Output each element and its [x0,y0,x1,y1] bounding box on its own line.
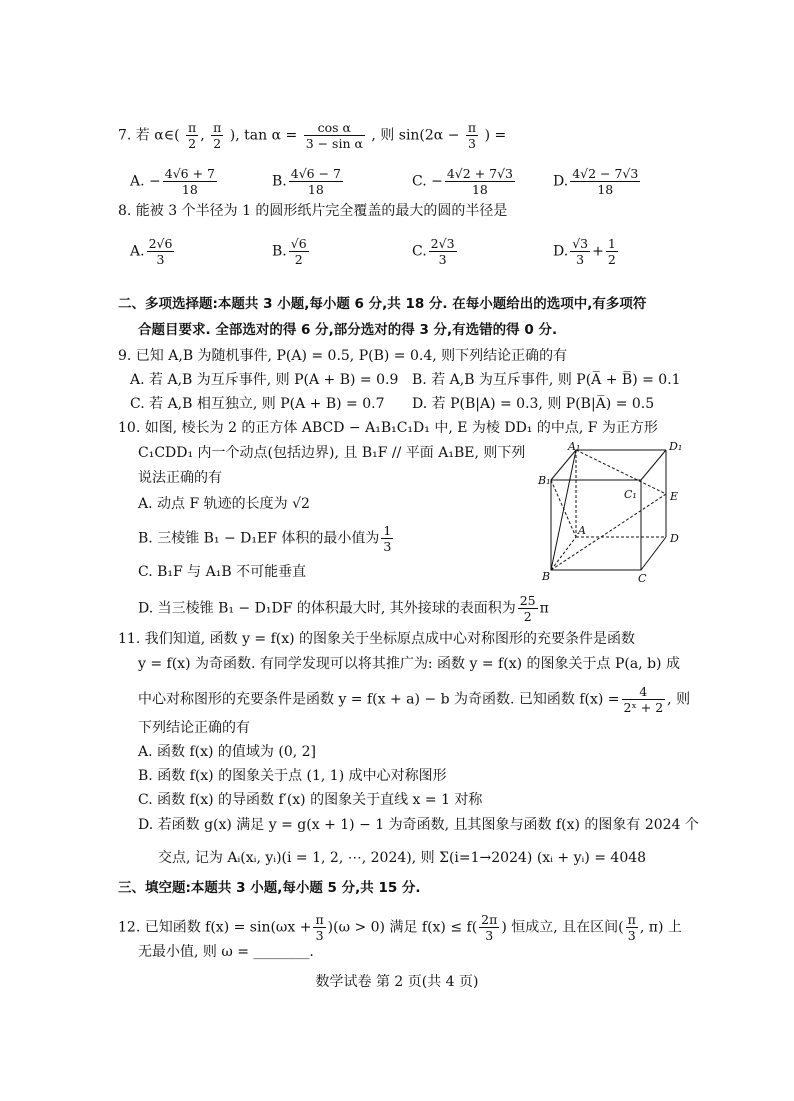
q7-option-a: A. − $\frac{4√6 + 7}{18}$ [130,166,215,197]
label-a1: A₁ [568,440,581,453]
q10-option-a: A. 动点 F 轨迹的长度为 √2 [138,496,310,512]
q9-option-b: B. 若 A,B 为互斥事件, 则 P(A̅ + B̅) = 0.1 [412,372,681,388]
q8-option-d: D. $\frac{√3}{3}$ + $\frac{1}{2}$ [553,236,616,267]
section3-heading: 三、填空题:本题共 3 小题,每小题 5 分,共 15 分. [118,880,421,896]
label-e: E [670,490,679,503]
q11-option-c: C. 函数 f(x) 的导函数 f′(x) 的图象关于直线 x = 1 对称 [138,792,483,808]
q11-stem-line1: 11. 我们知道, 函数 y = f(x) 的图象关于坐标原点成中心对称图形的充要条件是函数 [118,631,636,647]
q7-stem: 7. 若 α∈( $\frac{\pi}{2}$ , $\frac{\pi}{2}$ ), tan α = $\frac{\text{cos α}}{\text{3 − sin α}}$ , 则 sin(2α − $\frac{\pi}{3}$ ) = [118,120,507,151]
q10-option-c: C. B₁F 与 A₁B 不可能垂直 [138,564,307,580]
q11-option-d-line2: 交点, 记为 Aᵢ(xᵢ, yᵢ)(i = 1, 2, ⋯, 2024), 则 Σ(i=1→2024) (xᵢ + yᵢ) = 4048 [158,850,647,866]
q11-stem-line2: y = f(x) 为奇函数. 有同学发现可以将其推广为: 函数 y = f(x) 的图象关于点 P(a, b) 成 [138,656,680,672]
q8-option-b: B. $\frac{√6}{2}$ [272,236,307,267]
label-d1: D₁ [669,440,683,453]
q11-stem-line3: 中心对称图形的充要条件是函数 y = f(x + a) − b 为奇函数. 已知函数 f(x) = $\frac{4}{\text{2ˣ + 2}}$ , 则 [138,684,691,715]
q10-option-d: D. 当三棱锥 B₁ − D₁DF 的体积最大时, 其外接球的表面积为 $\frac{25}{2}$ π [138,593,549,624]
q9-option-d: D. 若 P(B|A) = 0.3, 则 P(B|A̅) = 0.5 [412,396,655,412]
label-b1: B₁ [538,474,551,487]
label-a: A [578,524,586,537]
label-d: D [670,532,679,545]
section2-heading: 二、多项选择题:本题共 3 小题,每小题 6 分,共 18 分. 在每小题给出的选项中,有多项符 [118,296,647,312]
q9-option-a: A. 若 A,B 为互斥事件, 则 P(A + B) = 0.9 [130,372,399,388]
q11-option-a: A. 函数 f(x) 的值域为 (0, 2] [138,744,317,760]
q12-stem-line1: 12. 已知函数 f(x) = sin(ωx + $\frac{\pi}{3}$ )(ω > 0) 满足 f(x) ≤ f( $\frac{2\pi}{3}$ ) 恒成立, 且在区间( $\frac{\pi}{3}$ , π) 上 [118,912,682,943]
q7-option-b: B. $\frac{4√6 - 7}{18}$ [272,166,341,197]
label-b: B [542,570,551,583]
cube-figure [536,440,696,590]
q11-stem-line4: 下列结论正确的有 [138,720,250,736]
q11-option-b: B. 函数 f(x) 的图象关于点 (1, 1) 成中心对称图形 [138,768,447,784]
q12-stem-line2: 无最小值, 则 ω = ________. [138,944,314,960]
q10-stem-line1: 10. 如图, 棱长为 2 的正方体 ABCD − A₁B₁C₁D₁ 中, E 为棱 DD₁ 的中点, F 为正方形 [118,420,658,436]
q7-option-c: C. − $\frac{4√2 + 7√3}{18}$ [412,166,514,197]
q10-stem-line2: C₁CDD₁ 内一个动点(包括边界), 且 B₁F // 平面 A₁BE, 则下列 [138,445,526,461]
q11-option-d-line1: D. 若函数 g(x) 满足 y = g(x + 1) − 1 为奇函数, 且其图象与函数 f(x) 的图象有 2024 个 [138,817,699,833]
q10-option-b: B. 三棱锥 B₁ − D₁EF 体积的最小值为 $\frac{1}{3}$ [138,523,392,554]
q7-option-d: D. $\frac{4√2 - 7√3}{18}$ [553,166,639,197]
q8-stem: 8. 能被 3 个半径为 1 的圆形纸片完全覆盖的最大的圆的半径是 [118,203,508,219]
q9-stem: 9. 已知 A,B 为随机事件, P(A) = 0.5, P(B) = 0.4, 则下列结论正确的有 [118,348,568,364]
q10-stem-line3: 说法正确的有 [138,470,222,486]
section2-heading-cont: 合题目要求. 全部选对的得 6 分,部分选对的得 3 分,有选错的得 0 分. [138,322,558,338]
label-c: C [638,572,647,585]
label-c1: C₁ [624,488,637,501]
q8-option-c: C. $\frac{2√3}{3}$ [412,236,455,267]
q8-option-a: A. $\frac{2√6}{3}$ [130,236,173,267]
page-footer: 数学试卷 第 2 页(共 4 页) [315,974,479,990]
q9-option-c: C. 若 A,B 相互独立, 则 P(A + B) = 0.7 [130,396,385,412]
